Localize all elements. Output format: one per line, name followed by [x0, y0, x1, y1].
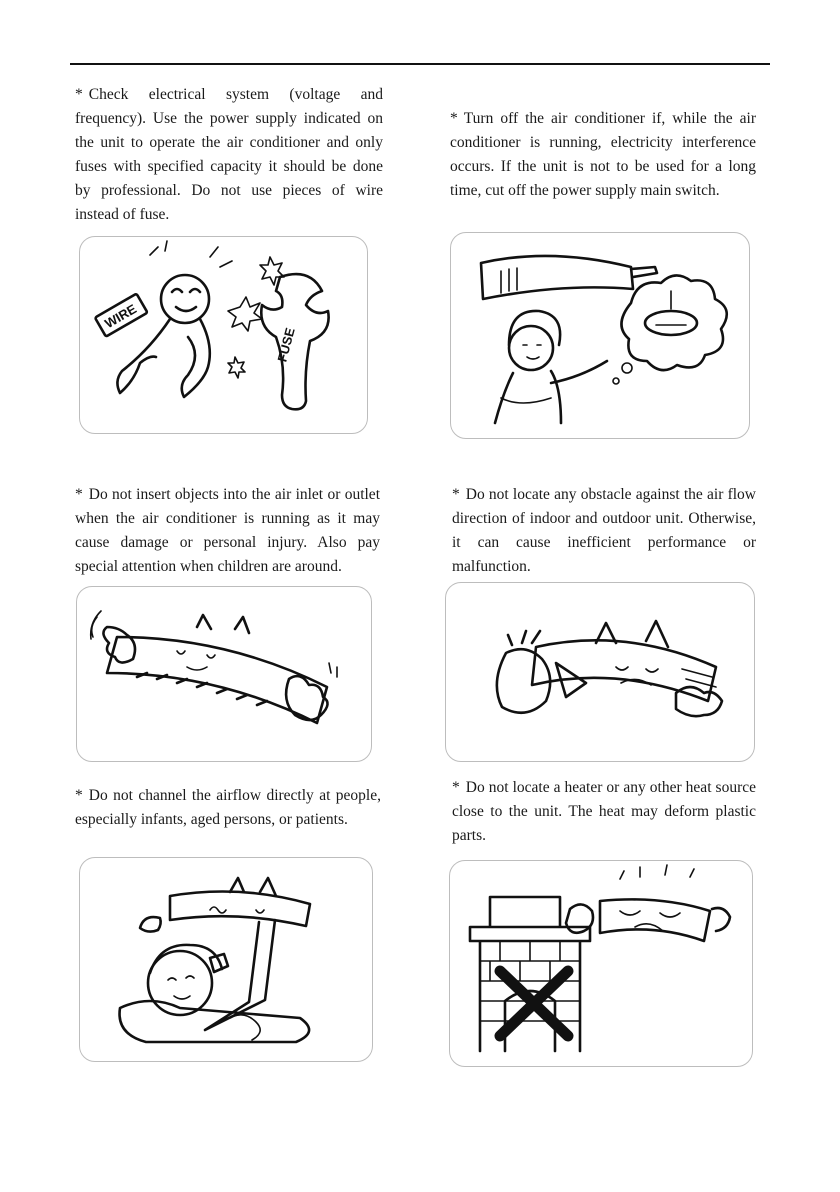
- illustration-wire-fuse: [79, 236, 368, 434]
- header-rule: [70, 63, 770, 65]
- caution-text-airflow-people: * Do not channel the airflow directly at people, especially infants, aged persons, or patients.: [75, 787, 381, 828]
- svg-text:FUSE: FUSE: [274, 326, 298, 364]
- asterisk-icon: *: [75, 486, 83, 503]
- illustration-turn-off: [450, 232, 750, 439]
- illustration-heater: [449, 860, 753, 1067]
- asterisk-icon: *: [452, 486, 460, 503]
- asterisk-icon: *: [452, 779, 460, 796]
- hands-in-unit-icon: [77, 587, 371, 761]
- caution-text-heater: * Do not locate a heater or any other heat source close to the unit. The heat may deform plastic parts.: [452, 779, 756, 844]
- woman-thinking-power-icon: [451, 233, 749, 438]
- caution-text-turn-off: * Turn off the air conditioner if, while the air conditioner is running, electricity interference occurs. If the unit is not to be used for a long time, cut off the power supply main switch.: [450, 110, 756, 199]
- illustration-airflow-people: [79, 857, 373, 1062]
- heater-fireplace-icon: [450, 861, 752, 1066]
- baby-airflow-icon: [80, 858, 372, 1061]
- asterisk-icon: *: [450, 110, 458, 127]
- illustration-do-not-insert: [76, 586, 372, 762]
- illustration-obstacle: [445, 582, 755, 762]
- blocked-airflow-icon: [446, 583, 754, 761]
- asterisk-icon: *: [75, 787, 83, 804]
- caution-text-check-electrical: * Check electrical system (voltage and frequency). Use the power supply indicated on the unit to operate the air conditioner and only fuses with specified capacity it should be done by professional. Do not use pieces of wire instead of fuse.: [75, 86, 383, 223]
- asterisk-icon: *: [75, 86, 83, 103]
- caution-text-obstacle: * Do not locate any obstacle against the air flow direction of indoor and outdoor unit. Otherwise, it can cause inefficient performance or malfunction.: [452, 486, 756, 575]
- wire-fuse-icon: [80, 237, 367, 433]
- caution-text-do-not-insert: * Do not insert objects into the air inlet or outlet when the air conditioner is running as it may cause damage or personal injury. Also pay special attention when children are around.: [75, 486, 380, 575]
- svg-text:WIRE: WIRE: [102, 301, 140, 332]
